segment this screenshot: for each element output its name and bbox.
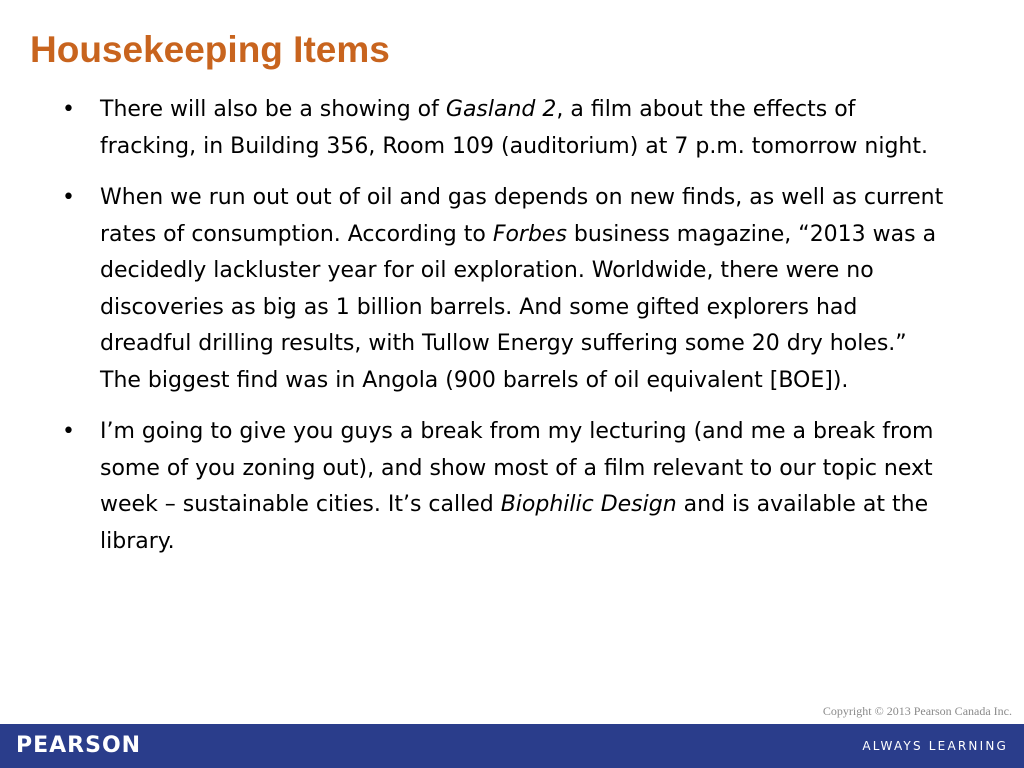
slide-title: Housekeeping Items [30,29,390,70]
bullet-text-segment: When we run out out of oil and gas depends on new finds, as well as current rates of consumption. According to [100,185,944,247]
bullet-text [100,185,943,393]
footer-bar [0,724,1024,768]
bullet-item [62,92,952,165]
bullet-dot-icon: • [62,185,75,210]
bullet-item [62,180,952,399]
bullet-item [62,414,952,560]
bullet-text-segment: , a film about the effects of fracking, in Building 356, Room 109 (auditorium) at 7 p.m. tomorrow night. [100,97,928,159]
bullet-text [100,419,933,554]
bullet-text-segment: and is available at the library. [100,492,929,554]
bullet-text-segment: business magazine, “2013 was a decidedly lackluster year for oil exploration. Worldwide, there were no discoveries as big as 1 billion barrels. And some gifted explorers had dreadful drilling results, with Tullow Energy suffering some 20 dry holes.” The biggest find was in Angola (900 barrels of oil equivalent [BOE]). [100,221,937,393]
copyright-notice: Copyright © 2013 Pearson Canada Inc. [822,704,1012,718]
italic-title-text: Gasland 2 [445,97,557,122]
always-learning-tagline: ALWAYS LEARNING [862,739,1008,753]
bullet-dot-icon: • [62,97,75,122]
bullet-text-segment: I’m going to give you guys a break from my lecturing (and me a break from some of you zoning out), and show most of a film relevant to our topic next week – sustainable cities. It’s called [100,419,934,517]
italic-title-text: Biophilic Design [500,492,677,517]
pearson-logo: PEARSON [16,733,142,758]
bullet-text [100,97,928,159]
italic-title-text: Forbes [492,221,567,247]
bullet-text-segment: There will also be a showing of [100,97,446,122]
bullet-list [62,92,952,575]
bullet-dot-icon: • [62,419,75,444]
